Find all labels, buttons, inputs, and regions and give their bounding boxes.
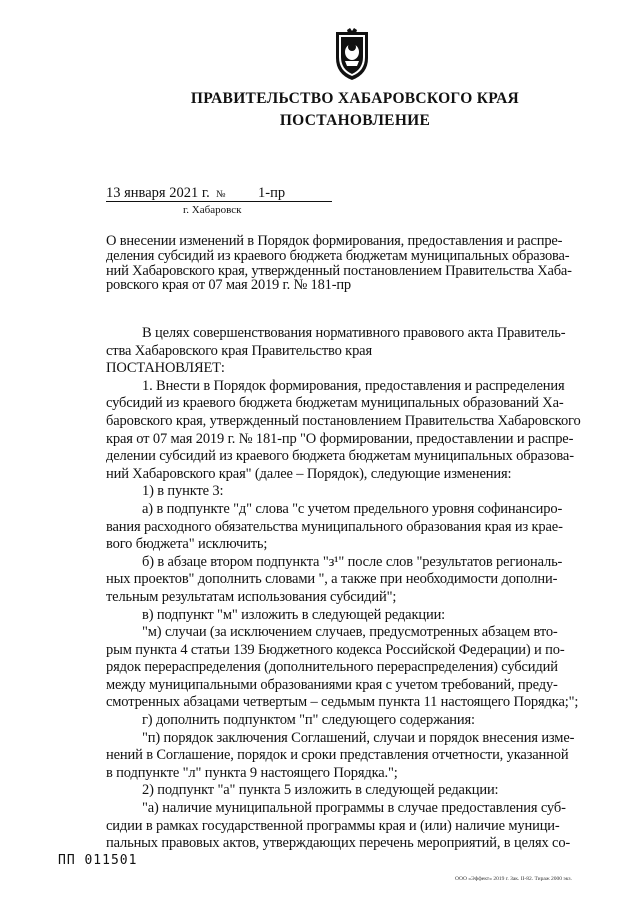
- document-number: 1-пр: [258, 185, 286, 201]
- document-date: 13 января 2021 г.: [106, 185, 210, 201]
- body-line: вого бюджета" исключить;: [106, 536, 268, 553]
- body-line: "м) случаи (за исключением случаев, предусмотренных абзацем вто-: [142, 624, 558, 641]
- body-line: ПОСТАНОВЛЯЕТ:: [106, 360, 225, 377]
- body-line: субсидий из краевого бюджета бюджетам муниципальных образований Ха-: [106, 395, 564, 412]
- document-type: ПОСТАНОВЛЕНИЕ: [279, 112, 431, 129]
- body-line: делении субсидий из краевого бюджета бюджетам муниципальных образова-: [106, 448, 574, 465]
- date-underline: [106, 201, 332, 202]
- document-city: г. Хабаровск: [183, 204, 242, 216]
- organization-title: ПРАВИТЕЛЬСТВО ХАБАРОВСКОГО КРАЯ: [190, 90, 520, 107]
- body-line: 1. Внести в Порядок формирования, предоставления и распределения: [142, 377, 565, 394]
- body-line: рым пункта 4 статьи 139 Бюджетного кодекса Российской Федерации) и по-: [106, 641, 565, 658]
- body-line: б) в абзаце втором подпункта "з¹" после слов "результатов региональ-: [142, 553, 563, 570]
- body-line: 2) подпункт "а" пункта 5 изложить в следующей редакции:: [142, 782, 499, 799]
- printer-imprint: ООО «Эффект» 2019 г. Зак. II-82. Тираж 2000 экз.: [455, 876, 572, 882]
- registration-stamp: ПП 011501: [58, 853, 138, 868]
- body-line: баровского края, утвержденный постановлением Правительства Хабаровского: [106, 412, 581, 429]
- body-line: ний Хабаровского края" (далее – Порядок), следующие изменения:: [106, 465, 512, 482]
- body-line: смотренных абзацами четвертым – седьмым пункта 11 настоящего Порядка;";: [106, 694, 579, 711]
- coat-of-arms-emblem: [330, 28, 374, 82]
- body-line: в) подпункт "м" изложить в следующей редакции:: [142, 606, 446, 623]
- body-line: "а) наличие муниципальной программы в случае предоставления суб-: [142, 800, 566, 817]
- body-line: ства Хабаровского края Правительство края: [106, 342, 372, 359]
- body-line: ных проектов" дополнить словами ", а также при необходимости дополни-: [106, 571, 558, 588]
- body-line: 1) в пункте 3:: [142, 483, 224, 500]
- subject-line: деления субсидий из краевого бюджета бюджетам муниципальных образова-: [106, 247, 570, 264]
- body-line: нений в Соглашение, порядок и сроки представления отчетности, указанной: [106, 747, 569, 764]
- body-line: рядок перераспределения (дополнительного перераспределения) субсидий: [106, 659, 558, 676]
- body-line: между муниципальными образованиями края с учетом требований, преду-: [106, 676, 558, 693]
- body-line: края от 07 мая 2019 г. № 181-пр "О формировании, предоставлении и распре-: [106, 430, 574, 447]
- document-body: [106, 325, 612, 853]
- body-line: а) в подпункте "д" слова "с учетом предельного уровня софинансиро-: [142, 500, 563, 517]
- body-line: в подпункте "л" пункта 9 настоящего Порядка.";: [106, 764, 398, 781]
- body-line: вания расходного обязательства муниципального образования края из крае-: [106, 518, 563, 535]
- subject-line: ний Хабаровского края, утвержденный постановлением Правительства Хаба-: [106, 262, 572, 279]
- number-label: №: [216, 189, 226, 200]
- body-line: "п) порядок заключения Соглашений, случаи и порядок внесения изме-: [142, 729, 575, 746]
- body-line: В целях совершенствования нормативного правового акта Правитель-: [142, 325, 566, 341]
- body-line: сидии в рамках государственной программы края и (или) наличие муници-: [106, 817, 560, 834]
- document-subject: [106, 234, 612, 293]
- body-line: тельным результатам использования субсидий";: [106, 588, 397, 605]
- subject-line: О внесении изменений в Порядок формирования, предоставления и распре-: [106, 233, 563, 249]
- body-line: г) дополнить подпунктом "п" следующего содержания:: [142, 712, 475, 729]
- body-line: пальных правовых актов, утверждающих перечень мероприятий, в целях со-: [106, 835, 571, 852]
- subject-line: ровского края от 07 мая 2019 г. № 181-пр: [106, 277, 351, 294]
